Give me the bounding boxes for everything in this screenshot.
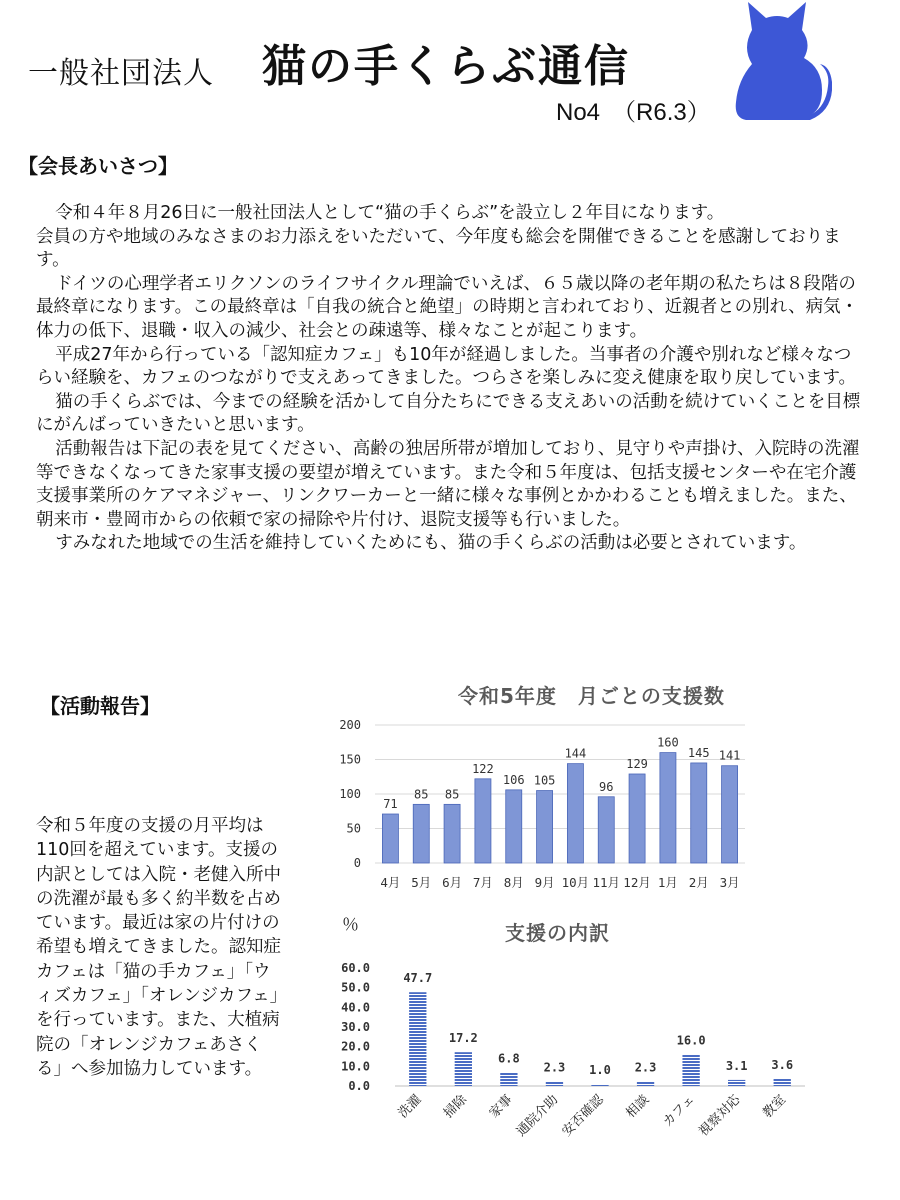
data-label: 122 <box>472 761 494 776</box>
bar <box>506 790 522 863</box>
bar <box>691 763 707 863</box>
y-tick-label: 100 <box>339 787 361 801</box>
bar <box>774 1079 791 1086</box>
y-tick-label: 150 <box>339 752 361 767</box>
data-label: 16.0 <box>676 1033 706 1048</box>
y-tick-label: 60.0 <box>341 961 370 975</box>
newsletter-title: 猫の手くらぶ通信 <box>262 41 630 92</box>
x-tick-label: 11月 <box>592 875 621 890</box>
bar <box>591 1084 608 1086</box>
monthly-support-chart <box>320 710 760 900</box>
bar <box>413 804 429 863</box>
y-tick-label: 20.0 <box>341 1039 370 1054</box>
data-label: 3.1 <box>725 1058 748 1073</box>
report-heading: 【活動報告】 <box>40 694 160 718</box>
y-tick-label: 40.0 <box>341 1000 370 1015</box>
x-tick-label: 10月 <box>561 875 590 890</box>
bar <box>537 791 553 863</box>
x-tick-label: 視察対応 <box>696 1092 744 1140</box>
y-tick-label: 0 <box>353 856 361 870</box>
x-tick-label: 通院介助 <box>513 1092 562 1140</box>
breakdown-chart-title: 支援の内訳 <box>505 921 610 945</box>
x-tick-label: 家事 <box>486 1092 516 1122</box>
y-tick-label: 200 <box>339 718 361 732</box>
x-tick-label: 6月 <box>442 875 463 890</box>
x-tick-label: 洗濯 <box>395 1092 425 1122</box>
bar <box>546 1081 563 1086</box>
x-tick-label: 8月 <box>503 875 524 890</box>
data-label: 17.2 <box>448 1031 478 1046</box>
y-tick-label: 50 <box>346 821 361 836</box>
x-tick-label: 1月 <box>657 875 678 890</box>
data-label: 105 <box>533 773 556 788</box>
x-tick-label: 4月 <box>380 875 401 890</box>
bar <box>637 1081 654 1086</box>
bar <box>567 764 583 863</box>
data-label: 160 <box>657 735 679 750</box>
data-label: 145 <box>687 745 710 760</box>
x-tick-label: 3月 <box>719 875 740 890</box>
issue-number: No4 （R6.3） <box>556 99 711 126</box>
data-label: 141 <box>718 748 741 763</box>
x-tick-label: 教室 <box>760 1092 790 1122</box>
data-label: 2.3 <box>543 1060 566 1075</box>
bar <box>722 766 738 863</box>
bar <box>409 992 426 1086</box>
greeting-paragraph: すみなれた地域での生活を維持していくためにも、猫の手くらぶの活動は必要とされています。 <box>55 533 807 554</box>
y-tick-label: 50.0 <box>341 980 370 995</box>
x-tick-label: 安否確認 <box>559 1092 607 1140</box>
greeting-paragraph: 活動報告は下記の表を見てください、高齢の独居所帯が増加しており、見守りや声掛け、入院時の洗濯等できなくなってきた家事支援の要望が増えています。また令和５年度は、包括支援センターや在宅介護支援事業所のケアマネジャー、リンクワーカーと一緒に様々な事例とかかわることも増えました。また、朝来市・豊岡市からの依頼で家の掃除や片付け、退院支援等も行いました。 <box>36 438 860 530</box>
bar <box>382 814 398 863</box>
data-label: 129 <box>626 756 648 771</box>
bar <box>475 779 491 863</box>
percent-unit-label: ％ <box>342 915 359 935</box>
bar <box>629 774 645 863</box>
data-label: 2.3 <box>634 1060 657 1075</box>
report-summary: 令和５年度の支援の月平均は110回を超えています。支援の内訳としては入院・老健入所中の洗濯が最も多く約半数を占めています。最近は家の片付けの希望も増えてきました。認知症カフェは「猫の手カフェ」「ウィズカフェ」「オレンジカフェ」を行っています。また、大植病院の「オレンジカフェあさくる」へ参加協力しています。 <box>36 816 281 1079</box>
y-tick-label: 0.0 <box>348 1079 370 1093</box>
data-label: 96 <box>599 779 614 794</box>
x-tick-label: 12月 <box>623 875 651 890</box>
data-label: 1.0 <box>589 1063 611 1078</box>
x-tick-label: カフェ <box>660 1092 698 1130</box>
greeting-body <box>36 202 862 556</box>
greeting-paragraph: ドイツの心理学者エリクソンのライフサイクル理論でいえば、６５歳以降の老年期の私たちは８段階の最終章になります。この最終章は「自我の統合と絶望」の時期と言われており、近親者との別れ、病気・体力の低下、退職・収入の減少、社会との疎遠等、様々なことが起こります。 <box>36 273 859 341</box>
x-tick-label: 7月 <box>472 875 493 890</box>
bar <box>660 753 676 863</box>
cat-logo-icon <box>722 2 832 122</box>
org-type: 一般社団法人 <box>28 56 214 91</box>
data-label: 47.7 <box>403 971 433 986</box>
data-label: 106 <box>502 772 525 787</box>
bar <box>598 797 614 863</box>
monthly-chart-title: 令和5年度 月ごとの支援数 <box>458 684 725 708</box>
x-tick-label: 9月 <box>534 875 555 890</box>
greeting-heading: 【会長あいさつ】 <box>18 154 178 178</box>
data-label: 85 <box>444 787 460 802</box>
x-tick-label: 掃除 <box>441 1092 471 1122</box>
bar <box>455 1052 472 1086</box>
x-tick-label: 相談 <box>623 1092 653 1122</box>
greeting-paragraph: 平成27年から行っている「認知症カフェ」も10年が経過しました。当事者の介護や別れなど様々なつらい経験を、カフェのつながりで支えあってきました。つらさを楽しみに変え健康を取り戻しています。 <box>36 344 857 389</box>
data-label: 85 <box>414 787 429 802</box>
y-tick-label: 10.0 <box>341 1059 370 1074</box>
greeting-paragraph: 猫の手くらぶでは、今までの経験を活かして自分たちにできる支えあいの活動を続けていくことを目標にがんばっていきたいと思います。 <box>36 391 861 436</box>
greeting-paragraph: 令和４年８月26日に一般社団法人として“猫の手くらぶ”を設立し２年目になります。 <box>55 203 725 223</box>
support-breakdown-chart <box>320 950 810 1170</box>
bar <box>728 1080 745 1086</box>
y-tick-label: 30.0 <box>341 1020 370 1034</box>
greeting-paragraph: 会員の方や地域のみなさまのお力添えをいただいて、今年度も総会を開催できることを感謝しております。 <box>36 226 841 271</box>
bar <box>682 1055 699 1086</box>
x-tick-label: 5月 <box>411 875 432 890</box>
data-label: 71 <box>383 797 398 812</box>
bar <box>444 804 460 863</box>
data-label: 3.6 <box>771 1057 794 1072</box>
x-tick-label: 2月 <box>688 875 709 890</box>
data-label: 144 <box>564 746 587 761</box>
data-label: 6.8 <box>498 1051 520 1066</box>
bar <box>500 1073 517 1086</box>
